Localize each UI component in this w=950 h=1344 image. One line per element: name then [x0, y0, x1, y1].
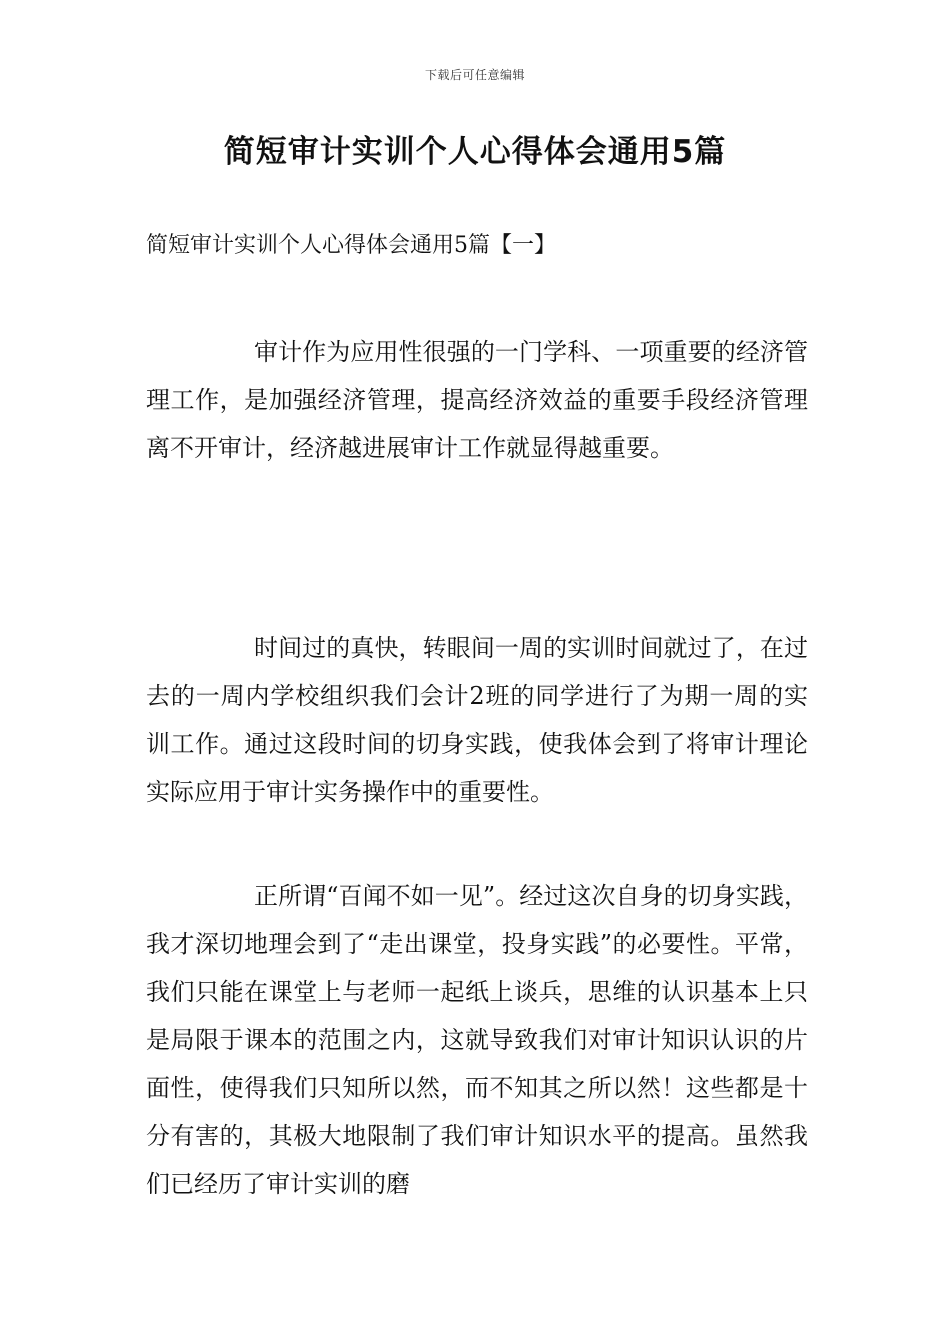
paragraph-2: 时间过的真快，转眼间一周的实训时间就过了，在过去的一周内学校组织我们会计2班的同学进行了为期一周的实训工作。通过这段时间的切身实践，使我体会到了将审计理论实际应用于审计实务操作中的重要性。	[146, 634, 808, 806]
header-note: 下载后可任意编辑	[424, 68, 525, 82]
document-title: 简短审计实训个人心得体会通用5篇	[223, 134, 727, 170]
paragraph-1: 审计作为应用性很强的一门学科、一项重要的经济管理工作，是加强经济管理，提高经济效益的重要手段经济管理离不开审计，经济越进展审计工作就显得越重要。	[146, 338, 808, 462]
paragraph-3: 正所谓“百闻不如一见”。经过这次自身的切身实践，我才深切地理会到了“走出课堂，投身实践”的必要性。平常，我们只能在课堂上与老师一起纸上谈兵，思维的认识基本上只是局限于课本的范围之内，这就导致我们对审计知识认识的片面性，使得我们只知所以然，而不知其之所以然！这些都是十分有害的，其极大地限制了我们审计知识水平的提高。虽然我们已经历了审计实训的磨	[146, 882, 808, 1198]
section-heading: 简短审计实训个人心得体会通用5篇【一】	[146, 233, 556, 258]
